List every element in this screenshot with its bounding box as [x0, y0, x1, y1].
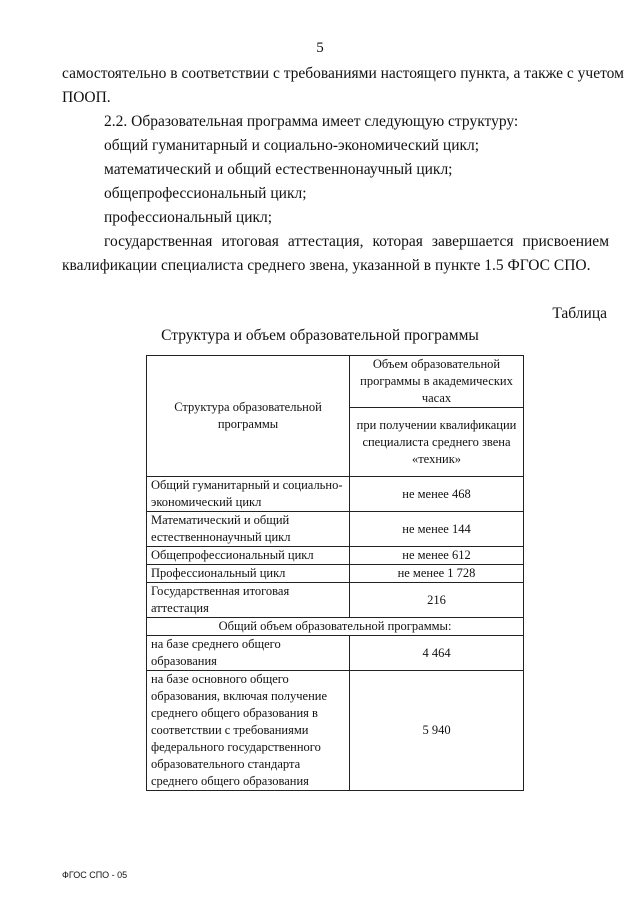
row-name: на базе основного общего образования, включая получение среднего общего образования в соответствии с требованиями федерального государственного образовательного стандарта среднего общего образования — [147, 671, 350, 791]
list-item-2: математический и общий естественнонаучный цикл; — [104, 161, 453, 178]
header-structure: Структура образовательной программы — [147, 356, 350, 477]
table-row — [147, 565, 524, 583]
row-name: Государственная итоговая аттестация — [147, 583, 350, 618]
row-value: не менее 1 728 — [350, 565, 524, 583]
row-name: Общий гуманитарный и социально-экономический цикл — [147, 477, 350, 512]
row-name: Математический и общий естественнонаучный цикл — [147, 512, 350, 547]
header-qualification: при получении квалификации специалиста среднего звена «техник» — [350, 408, 524, 477]
list-item-3: общепрофессиональный цикл; — [104, 185, 307, 202]
page-number: 5 — [316, 40, 324, 56]
row-value: не менее 612 — [350, 547, 524, 565]
table-row — [147, 547, 524, 565]
row-value: не менее 144 — [350, 512, 524, 547]
table-row — [147, 671, 524, 791]
header-volume: Объем образовательной программы в академических часах — [350, 356, 524, 408]
table-header-row — [147, 356, 524, 408]
row-name: на базе среднего общего образования — [147, 636, 350, 671]
row-value: 5 940 — [350, 671, 524, 791]
total-label: Общий объем образовательной программы: — [147, 618, 524, 636]
row-name: Профессиональный цикл — [147, 565, 350, 583]
table-title: Структура и объем образовательной программы — [161, 327, 479, 344]
list-item-4: профессиональный цикл; — [104, 209, 273, 226]
paragraph-2: 2.2. Образовательная программа имеет следующую структуру: — [104, 113, 519, 130]
list-item-1: общий гуманитарный и социально-экономический цикл; — [104, 137, 480, 154]
table-row — [147, 636, 524, 671]
program-structure-table — [146, 355, 524, 791]
row-value: 216 — [350, 583, 524, 618]
row-value: 4 464 — [350, 636, 524, 671]
row-value: не менее 468 — [350, 477, 524, 512]
list-item-5-line-1: государственная итоговая аттестация, которая завершается присвоением — [104, 233, 609, 250]
row-name: Общепрофессиональный цикл — [147, 547, 350, 565]
table-label: Таблица — [552, 305, 607, 322]
list-item-5-line-2: квалификации специалиста среднего звена, указанной в пункте 1.5 ФГОС СПО. — [62, 257, 591, 274]
footer-code: ФГОС СПО - 05 — [62, 870, 128, 880]
table-row — [147, 477, 524, 512]
paragraph-1-line-2: ПООП. — [62, 89, 111, 106]
table-row — [147, 583, 524, 618]
table-row — [147, 512, 524, 547]
paragraph-1-line-1: самостоятельно в соответствии с требованиями настоящего пункта, а также с учетом — [62, 65, 624, 82]
table-total-header-row — [147, 618, 524, 636]
